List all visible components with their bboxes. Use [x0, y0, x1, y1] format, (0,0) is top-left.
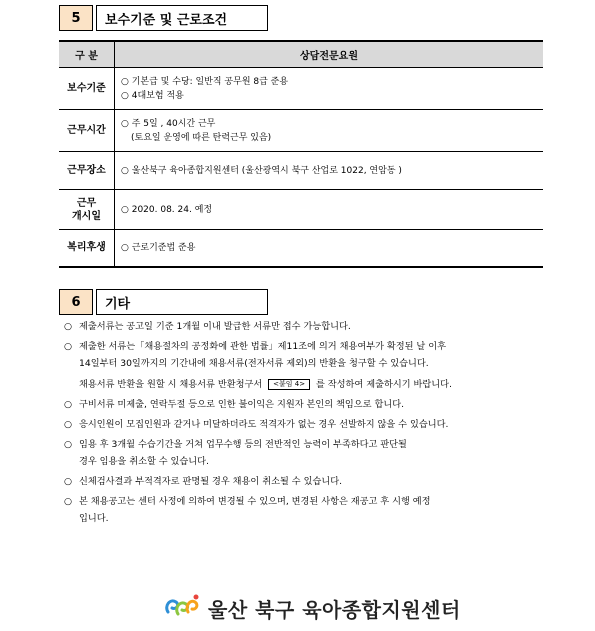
table-row [59, 230, 543, 267]
table-header-row [59, 41, 543, 68]
table-row [59, 190, 543, 230]
section-number: 6 [59, 289, 93, 315]
table-row [59, 110, 543, 152]
org-name: 울산 북구 육아종합지원센터 [208, 597, 461, 622]
row-label [59, 190, 115, 230]
row-label: 복리후생 [59, 230, 115, 267]
swirl-logo-icon [162, 592, 202, 624]
section-5-header [59, 5, 268, 31]
section-title: 기타 [96, 289, 268, 315]
header-position: 상담전문요원 [115, 41, 544, 68]
section-6-header [59, 289, 268, 315]
section-title: 보수기준 및 근로조건 [96, 5, 268, 31]
row-label-line: 근무 [76, 197, 97, 209]
item-text-part: 를 작성하여 제출하시기 바랍니다. [316, 379, 452, 390]
row-line: ○ 울산북구 육아종합지원센터 (울산광역시 북구 산업로 1022, 연암동 ) [121, 165, 402, 176]
row-line: ○ 근로기준법 준용 [121, 242, 196, 253]
bullet: ○ [64, 496, 73, 507]
row-line: ○ 주 5일 , 40시간 근무 [121, 118, 216, 129]
item-text: 14일부터 30일까지의 기간내에 채용서류(전자서류 제외)의 반환을 청구할 수 있습니다. [79, 358, 429, 369]
item-text: 입니다. [79, 513, 109, 524]
row-line: ○ 기본급 및 수당: 일반직 공무원 8급 준용 [121, 76, 289, 87]
item-text-part: 채용서류 반환을 원할 시 채용서류 반환청구서 [79, 379, 263, 390]
row-label: 근무시간 [59, 110, 115, 152]
item-text: 신체검사결과 부적격자로 판명될 경우 채용이 취소될 수 있습니다. [79, 476, 342, 487]
attachment-tag: <붙임 4> [268, 379, 310, 390]
list-item [64, 396, 544, 413]
item-text: 구비서류 미제출, 연락두절 등으로 인한 불이익은 지원자 본인의 책임으로 합니다. [79, 399, 405, 410]
bullet: ○ [64, 419, 73, 430]
item-text [79, 376, 544, 393]
item-text: 제출한 서류는「채용절차의 공정화에 관한 법률」제11조에 의거 채용여부가 확정된 날 이후 [79, 341, 446, 352]
item-text: 제출서류는 공고일 기준 1개월 이내 발급한 서류만 접수 가능합니다. [79, 321, 351, 332]
list-item [64, 473, 544, 490]
list-item [64, 318, 544, 335]
row-label: 보수기준 [59, 68, 115, 110]
list-item [64, 436, 544, 470]
list-item [64, 493, 544, 527]
list-item [64, 416, 544, 433]
header-category: 구 분 [59, 41, 115, 68]
item-text: 응시인원이 모집인원과 같거나 미달하더라도 적격자가 없는 경우 선발하지 않을 수 있습니다. [79, 419, 449, 430]
conditions-table [59, 40, 543, 268]
row-line: ○ 2020. 08. 24. 예정 [121, 204, 213, 215]
row-label-line: 개시일 [72, 210, 101, 222]
bullet: ○ [64, 439, 73, 450]
bullet: ○ [64, 476, 73, 487]
bullet: ○ [64, 341, 73, 352]
bullet: ○ [64, 321, 73, 332]
row-line: (토요일 운영에 따른 탄력근무 있음) [131, 132, 272, 143]
footer-logo [162, 592, 461, 624]
item-text: 본 채용공고는 센터 사정에 의하여 변경될 수 있으며, 변경된 사항은 재공고 후 시행 예정 [79, 496, 431, 507]
bullet: ○ [64, 399, 73, 410]
row-label: 근무장소 [59, 152, 115, 190]
table-row [59, 152, 543, 190]
row-line: ○ 4대보험 적용 [121, 90, 184, 101]
item-text: 경우 임용을 취소할 수 있습니다. [79, 456, 209, 467]
notes-list [64, 318, 544, 530]
section-number: 5 [59, 5, 93, 31]
list-item [64, 338, 544, 393]
item-text: 임용 후 3개월 수습기간을 거쳐 업무수행 등의 전반적인 능력이 부족하다고 판단될 [79, 439, 407, 450]
table-row [59, 68, 543, 110]
